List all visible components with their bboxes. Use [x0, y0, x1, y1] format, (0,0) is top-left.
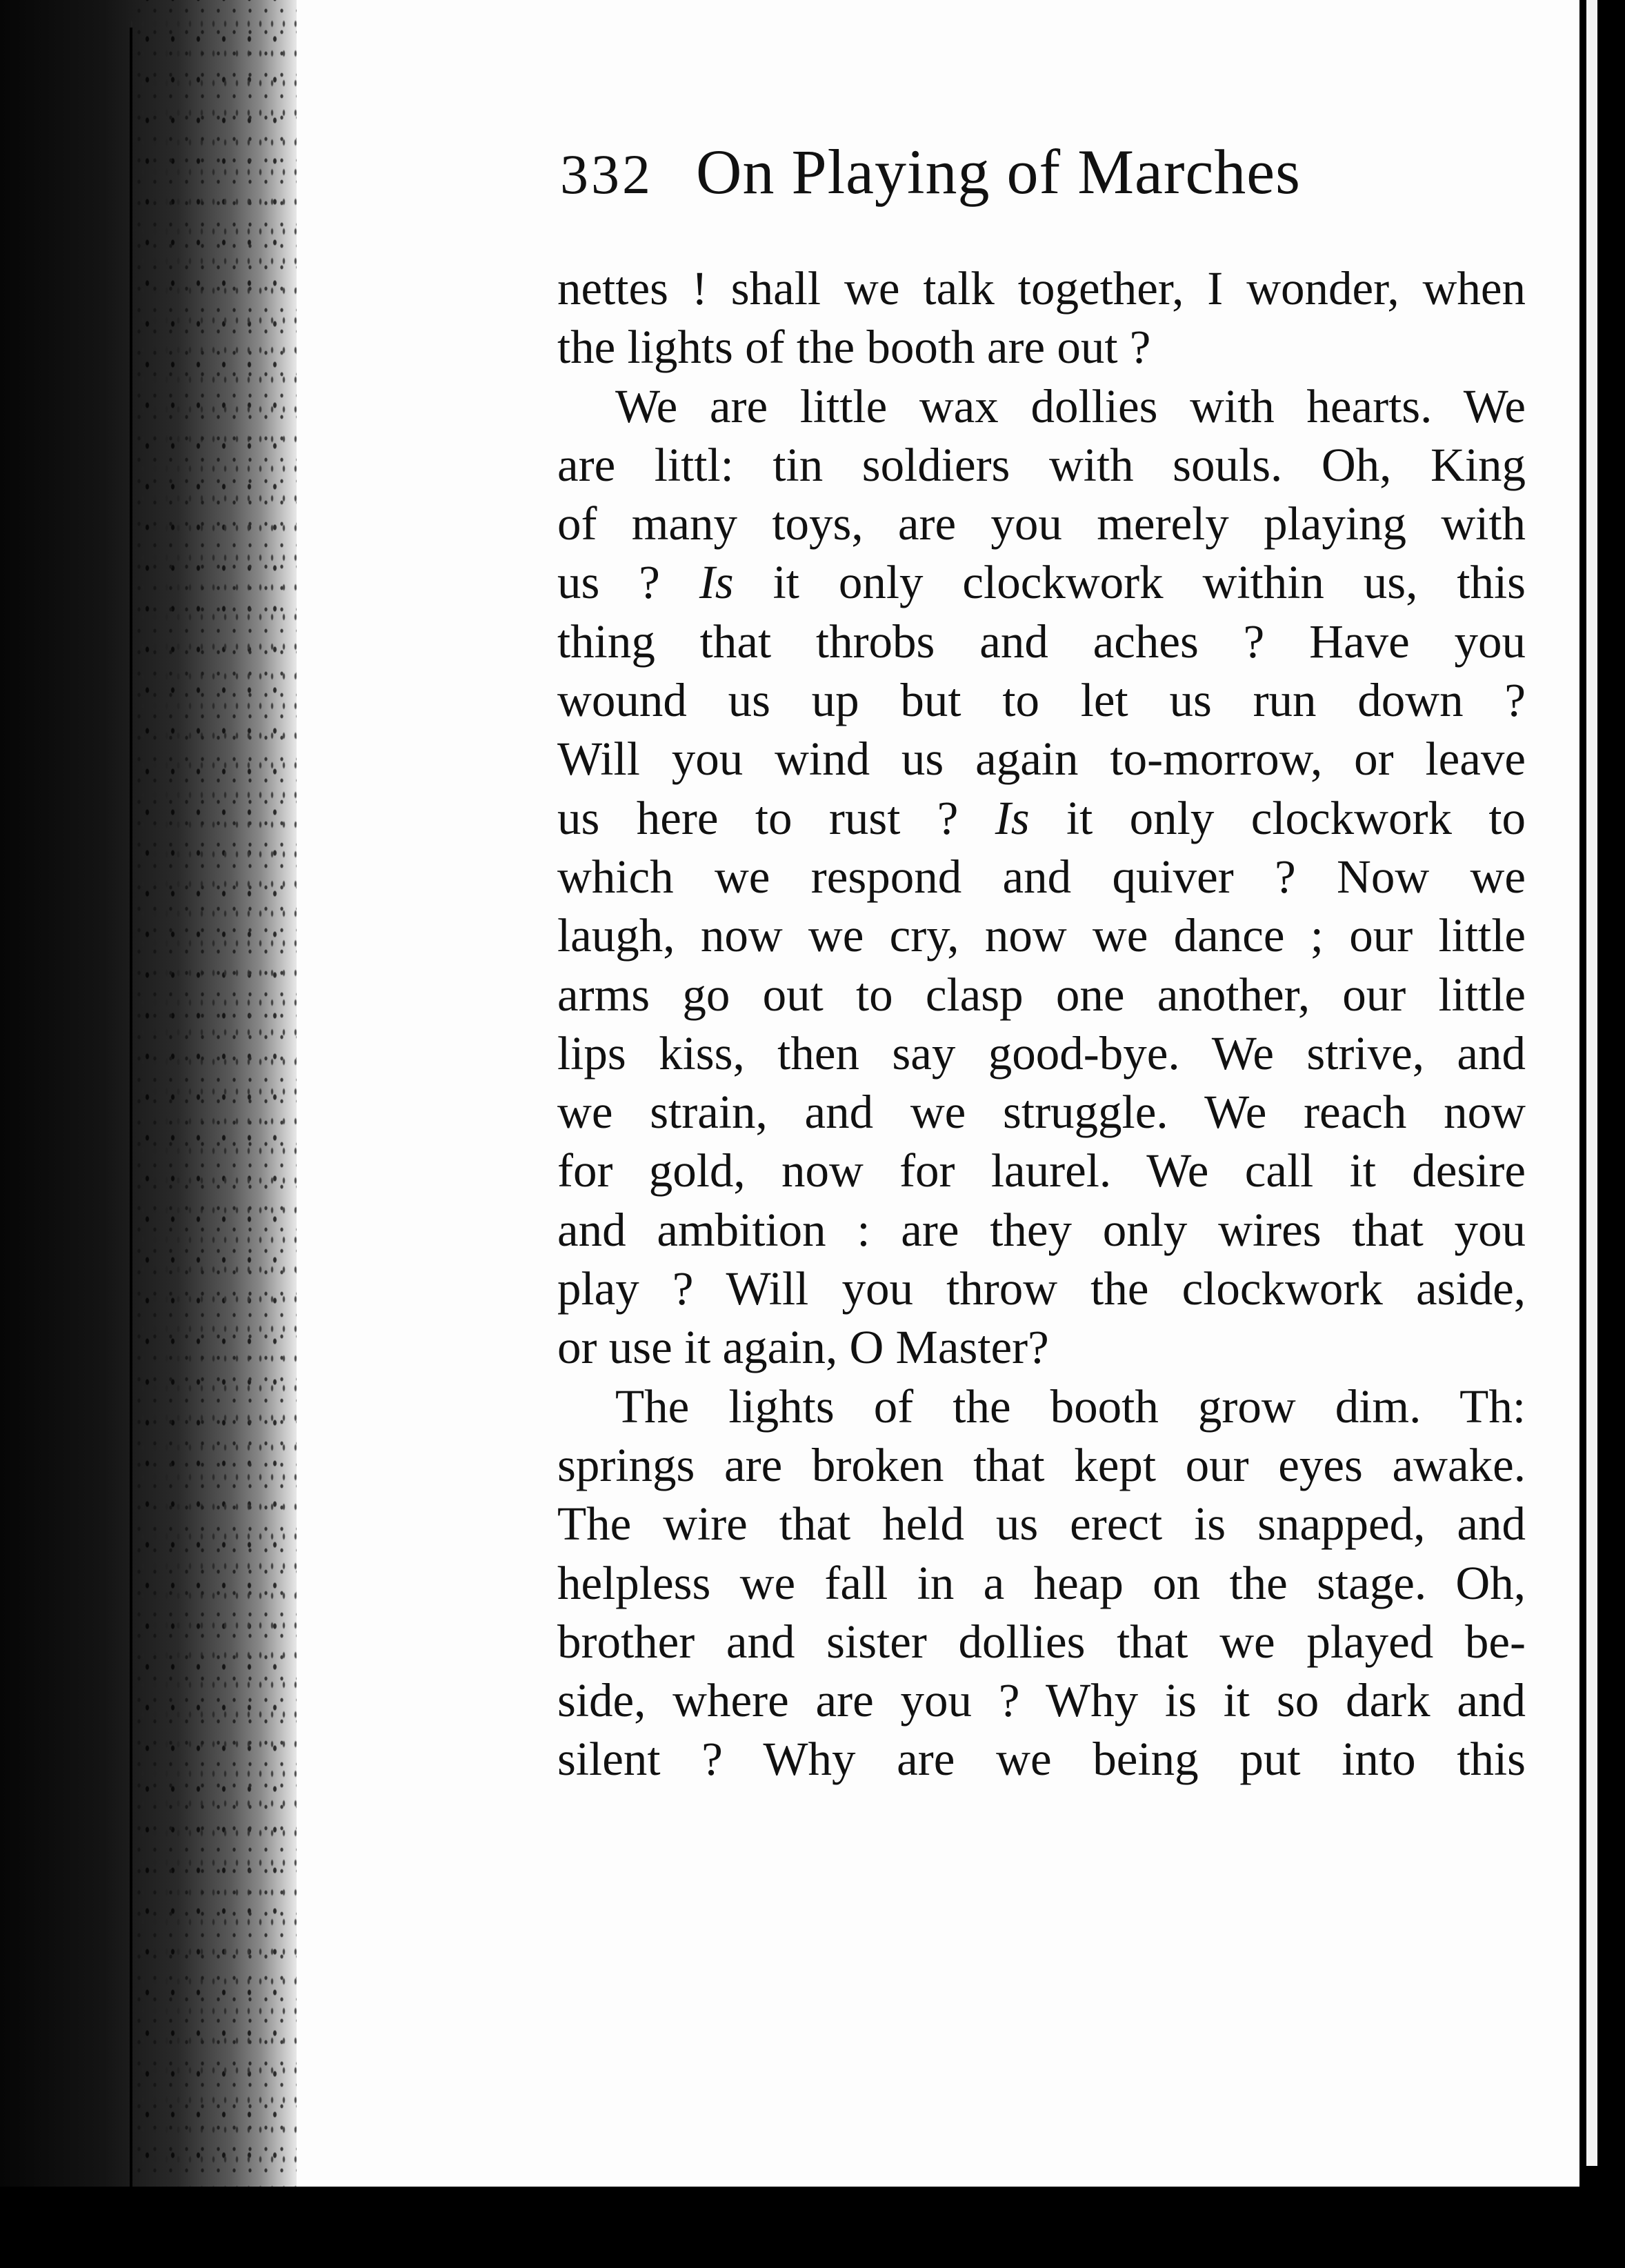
text-line: which we respond and quiver ? Now we: [557, 850, 1526, 903]
text-line: of many toys, are you merely playing with: [557, 497, 1526, 550]
text-fragment: it only clockwork within us, this: [772, 556, 1526, 609]
next-page-edge: [1586, 0, 1597, 2166]
italic-emphasis: Is: [995, 791, 1030, 844]
text-fragment: us here to rust ?: [557, 791, 959, 844]
running-head: [560, 135, 1457, 225]
text-line: We are little wax dollies with hearts. We: [615, 379, 1526, 432]
text-line: we strain, and we struggle. We reach now: [557, 1086, 1526, 1139]
text-line: The wire that held us erect is snapped, and: [557, 1498, 1526, 1551]
text-line: silent ? Why are we being put into this: [557, 1733, 1526, 1786]
text-line: [557, 553, 1526, 612]
text-line: are littl: tin soldiers with souls. Oh, King: [557, 438, 1526, 491]
text-line: the lights of the booth are out ?: [557, 321, 1151, 374]
text-line: Will you wind us again to-morrow, or leave: [557, 733, 1526, 786]
text-line: and ambition : are they only wires that you: [557, 1203, 1526, 1256]
text-line: lips kiss, then say good-bye. We strive, and: [557, 1026, 1526, 1080]
text-line: play ? Will you throw the clockwork aside,: [557, 1262, 1526, 1315]
bottom-scan-border: [0, 2187, 1625, 2268]
text-line: side, where are you ? Why is it so dark and: [557, 1674, 1526, 1727]
text-line: laugh, now we cry, now we dance ; our little: [557, 909, 1526, 962]
text-line: arms go out to clasp one another, our little: [557, 968, 1526, 1021]
text-line: helpless we fall in a heap on the stage. Oh,: [557, 1556, 1526, 1609]
page-number: 332: [560, 143, 653, 206]
scan-speckle: [131, 0, 303, 2268]
text-line: nettes ! shall we talk together, I wonder, when: [557, 262, 1526, 315]
text-line: thing that throbs and aches ? Have you: [557, 615, 1526, 668]
gutter-line: [130, 28, 132, 2194]
text-line: for gold, now for laurel. We call it desire: [557, 1144, 1526, 1197]
text-line: springs are broken that kept our eyes awake.: [557, 1438, 1526, 1491]
text-line: or use it again, O Master?: [557, 1321, 1049, 1374]
text-line: The lights of the booth grow dim. Th:: [615, 1380, 1526, 1433]
italic-emphasis: Is: [699, 556, 734, 609]
text-fragment: it only clockwork to: [1066, 791, 1526, 844]
text-fragment: us ?: [557, 556, 660, 609]
text-line: [557, 789, 1526, 848]
text-line: brother and sister dollies that we played be-: [557, 1615, 1526, 1668]
body-text: [557, 259, 1526, 1789]
text-line: wound us up but to let us run down ?: [557, 674, 1526, 727]
running-title: On Playing of Marches: [696, 137, 1301, 207]
